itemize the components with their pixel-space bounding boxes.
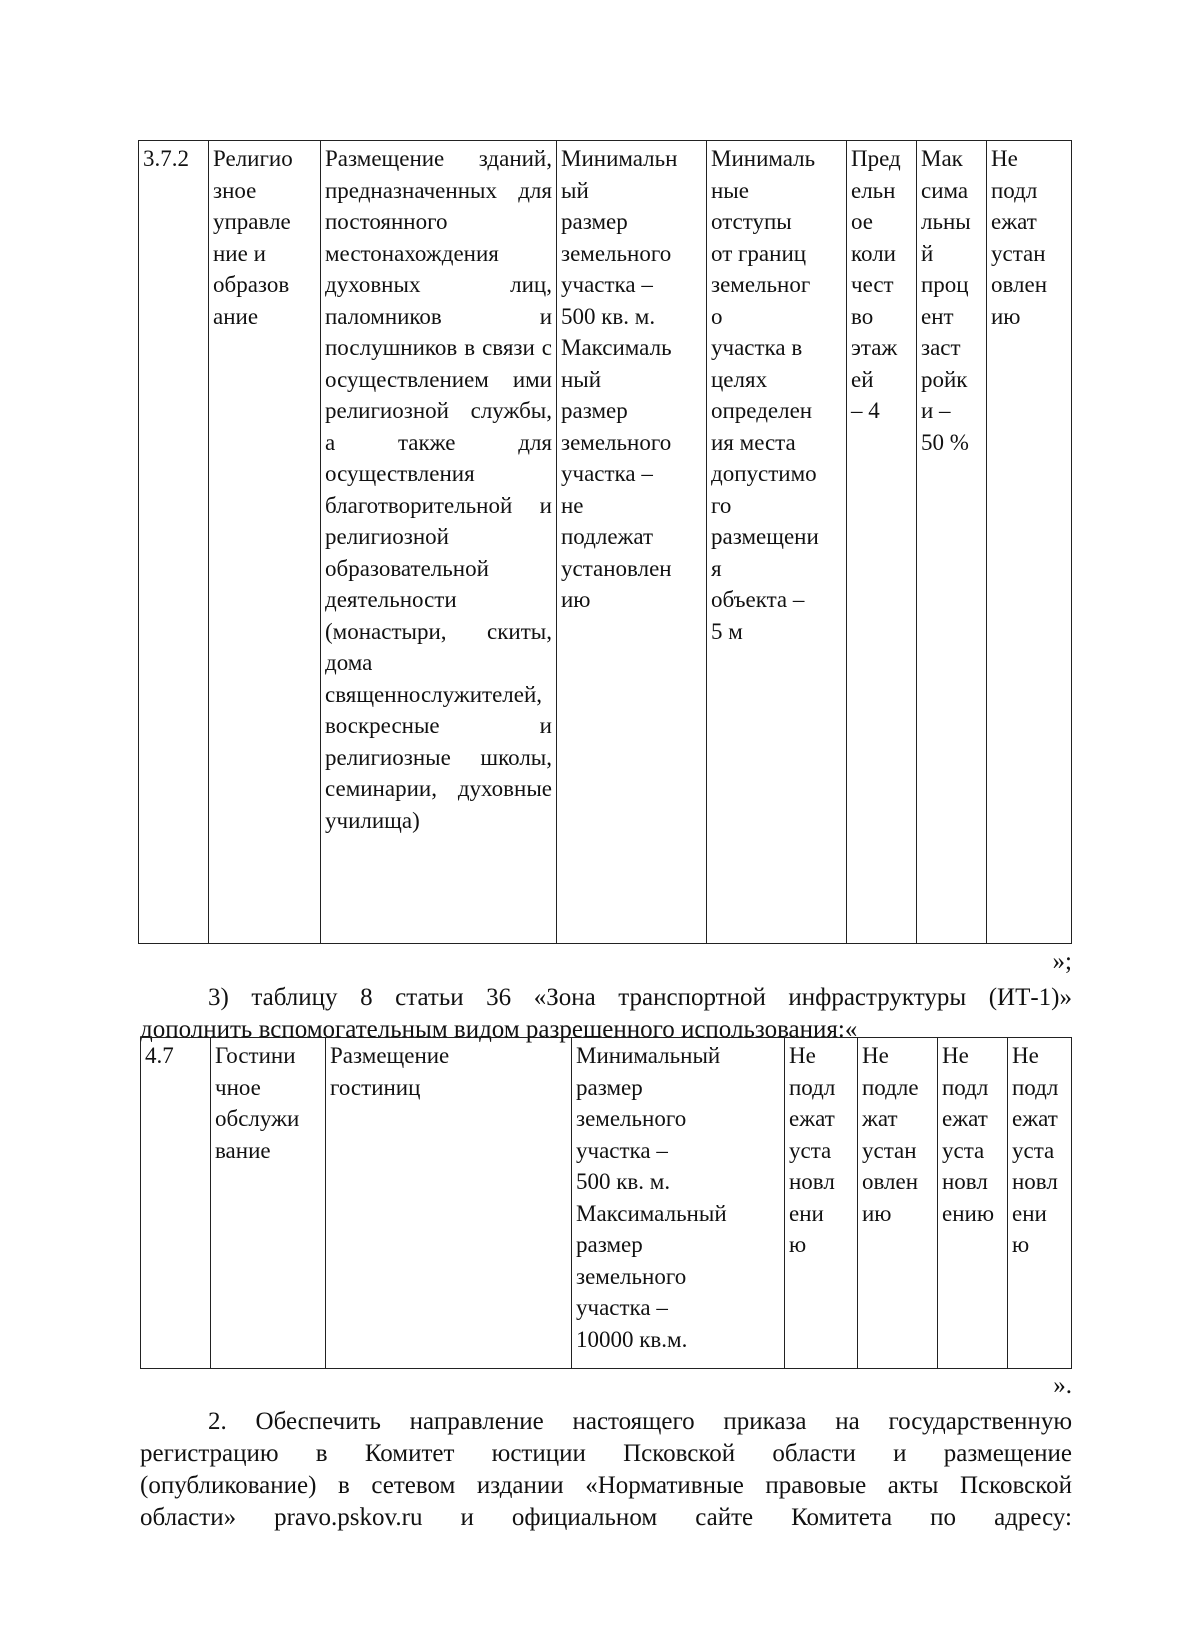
cell-param-8: Не подл ежат уста новл ени ю	[1008, 1038, 1072, 1369]
cell-plot-size: Минимальн ый размер земельного участка – 500 кв. м. Максималь ный размер земельного участка – не подлежат установлен ию	[557, 141, 707, 944]
cell-use-description: Размещение гостиниц	[326, 1038, 572, 1369]
zone-table-hotel	[140, 1037, 1072, 1369]
zone-table-religious	[138, 140, 1072, 944]
cell-coverage: Мак сима льны й проц ент заст ройк и – 50 %	[917, 141, 987, 944]
cell-other: Не подл ежат устан овлен ию	[987, 141, 1072, 944]
cell-param-5: Не подл ежат уста новл ени ю	[785, 1038, 858, 1369]
cell-param-6: Не подле жат устан овлен ию	[858, 1038, 938, 1369]
cell-param-7: Не подл ежат уста новл ению	[938, 1038, 1008, 1369]
paragraph-2-line-3: (опубликование) в сетевом издании «Нормативные правовые акты Псковской	[140, 1472, 1072, 1499]
table-row	[141, 1038, 1072, 1369]
cell-code: 4.7	[141, 1038, 211, 1369]
cell-code: 3.7.2	[139, 141, 209, 944]
closing-quote-2: ».	[1053, 1372, 1072, 1399]
paragraph-2-line-2: регистрацию в Комитет юстиции Псковской области и размещение	[140, 1440, 1072, 1467]
paragraph-2	[140, 1406, 1072, 1534]
cell-use-name: Религио зное управле ние и образов ание	[209, 141, 321, 944]
paragraph-2-line-1: 2. Обеспечить направление настоящего приказа на государственную	[208, 1408, 1072, 1435]
paragraph-3-line-1: 3) таблицу 8 статьи 36 «Зона транспортной инфраструктуры (ИТ-1)»	[208, 984, 1072, 1011]
closing-quote-1: »;	[1052, 948, 1072, 975]
cell-use-description: Размещение зданий, предназначенных для постоянного местонахождения духовных лиц, паломников и послушников в связи с осуществлением ими религиозной службы, а также для осуществления благотворительной и религиозной образовательной деятельности (монастыри, скиты, дома священнослужителей, воскресные и религиозные школы, семинарии, духовные училища)	[321, 141, 557, 944]
cell-plot-size: Минимальный размер земельного участка – 500 кв. м. Максимальный размер земельного участка – 10000 кв.м.	[572, 1038, 785, 1369]
cell-floors: Пред ельн ое коли чест во этаж ей – 4	[847, 141, 917, 944]
cell-use-name: Гостини чное обслужи вание	[211, 1038, 326, 1369]
paragraph-2-line-4: области» pravo.pskov.ru и официальном сайте Комитета по адресу:	[140, 1504, 1072, 1531]
cell-setbacks: Минималь ные отступы от границ земельног о участка в целях определен ия места допустимо го размещени я объекта – 5 м	[707, 141, 847, 944]
table-row	[139, 141, 1072, 944]
paragraph-3-line-2: дополнить вспомогательным видом разрешенного использования:«	[140, 1016, 858, 1043]
